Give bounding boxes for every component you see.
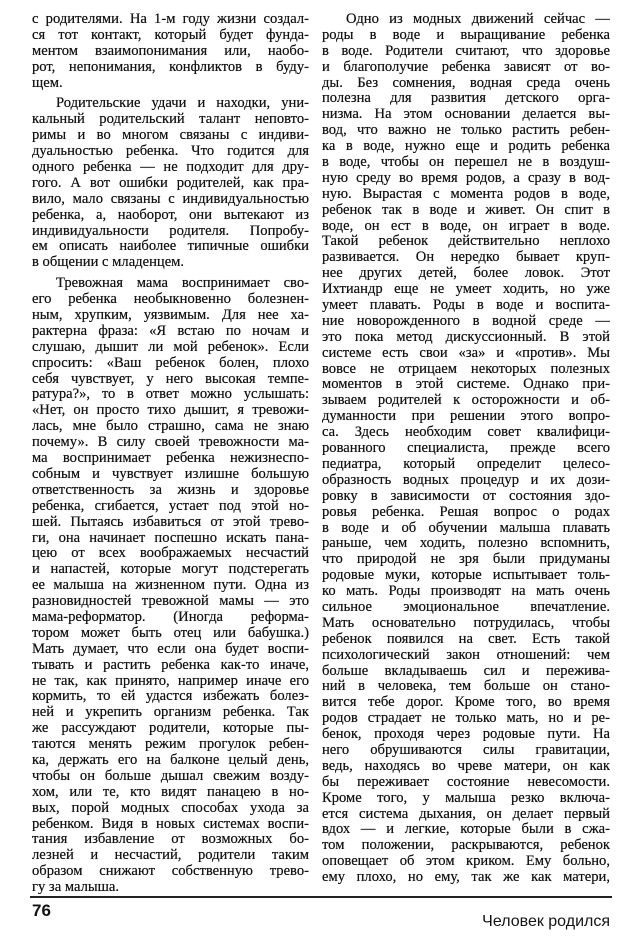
text-line: ную. Вырастая с момента родов в воде, bbox=[322, 186, 610, 202]
text-line: Одно из модных движений сейчас — bbox=[346, 12, 610, 27]
text-line: и благополучие ребенка зависят от во- bbox=[322, 59, 610, 75]
text-line: таются менять режим прогулок ребен- bbox=[32, 737, 309, 753]
text-line: вых, порой модных способах ухода за bbox=[32, 800, 309, 816]
text-line: ответственность за жизнь и здоровье bbox=[32, 482, 309, 498]
text-line: системе есть свои «за» и «против». Мы bbox=[322, 345, 610, 361]
text-line: Тревожная мама воспринимает сво- bbox=[56, 276, 309, 292]
text-line: кальный родительский талант неповто- bbox=[32, 112, 309, 128]
text-line: ка в воде, нужно еще и родить ребенка bbox=[322, 139, 610, 155]
text-line: хом, или те, кто видят панацею в но- bbox=[32, 784, 309, 800]
text-line: ся тот контакт, который будет фунда- bbox=[32, 27, 309, 43]
text-line: тания избавление от возможных бо- bbox=[32, 832, 309, 848]
text-line: «Нет, он просто тихо дышит, я тревожи- bbox=[32, 403, 309, 419]
text-line: Мать основательно потрудилась, чтобы bbox=[322, 615, 610, 631]
text-line: дуальностью ребенка. Что годится для bbox=[32, 144, 309, 160]
text-line: образность водных процедур и их дози- bbox=[322, 472, 610, 488]
text-line: вило, мало связаны с индивидуальностью bbox=[32, 191, 309, 207]
text-line: римы и во многом связаны с индиви- bbox=[32, 128, 309, 144]
text-line: ние новорожденного в водной среде — bbox=[322, 313, 610, 329]
text-line: ка, держать его на балконе целый день, bbox=[32, 752, 309, 768]
text-line: педиатра, который определит целесо- bbox=[322, 456, 610, 472]
text-line: бы переживает состояние невесомости. bbox=[322, 774, 610, 790]
text-line: ней и укрепить организм ребенка. Так bbox=[32, 705, 309, 721]
text-line: не так, как принято, например иначе его bbox=[32, 673, 309, 689]
text-line: ребенка, а, наоборот, они вытекают из bbox=[32, 207, 309, 223]
text-line: шей. Пытаясь избавиться от этой трево- bbox=[32, 514, 309, 530]
text-line: лась, мне было страшно, сама не знаю bbox=[32, 419, 309, 435]
right-column bbox=[322, 12, 610, 891]
text-line: него обрушиваются силы гравитации, bbox=[322, 742, 610, 758]
text-line: ребенком. Видя в новых системах воспи- bbox=[32, 816, 309, 832]
paragraph bbox=[322, 12, 610, 886]
text-line: Ихтиандр еще не умеет ходить, но уже bbox=[322, 282, 610, 298]
running-title: Человек родился bbox=[482, 913, 610, 930]
text-line: думанности при решении этого вопро- bbox=[322, 409, 610, 425]
text-line: его ребенка необыкновенно болезнен- bbox=[32, 292, 309, 308]
paragraph bbox=[32, 276, 309, 896]
text-line: почему». В силу своей тревожности ма- bbox=[32, 435, 309, 451]
text-line: ную среду во время родов, а сразу в вод- bbox=[322, 170, 610, 186]
text-line: кормить, то ей удастся избежать болез- bbox=[32, 689, 309, 705]
text-line: образом снижают собственную трево- bbox=[32, 864, 309, 880]
paragraph bbox=[32, 96, 309, 271]
text-line: рактерна фраза: «Я встаю по ночам и bbox=[32, 323, 309, 339]
text-line: рот, непонимания, конфликтов в буду- bbox=[32, 59, 309, 75]
text-line: ребенок так в воде и живет. Он спит в bbox=[322, 202, 610, 218]
text-line: ему плохо, но ему, так же как матери, bbox=[322, 870, 610, 886]
text-line: вится тебе дорог. Кроме того, во время bbox=[322, 695, 610, 711]
text-line: ды. Без сомнения, водная среда очень bbox=[322, 75, 610, 91]
footer-divider bbox=[30, 896, 612, 898]
text-line: вод, что важно не только растить ребен- bbox=[322, 123, 610, 139]
text-line: ги, она начинает поспешно искать пана- bbox=[32, 530, 309, 546]
text-line: ко мать. Роды производят на мать очень bbox=[322, 584, 610, 600]
text-line: умеет плавать. Роды в воде и воспита- bbox=[322, 298, 610, 314]
text-line: ребенок появился на свет. Есть такой bbox=[322, 631, 610, 647]
text-line: чтобы он больше дышал свежим возду- bbox=[32, 768, 309, 784]
text-line: же рассуждают родители, которые пы- bbox=[32, 721, 309, 737]
text-line: ется система дыхания, он делает первый bbox=[322, 806, 610, 822]
text-line: родовые муки, которые испытывает толь- bbox=[322, 568, 610, 584]
text-line: это пока метод дискуссионный. В этой bbox=[322, 329, 610, 345]
text-line: тывать и растить ребенка как-то иначе, bbox=[32, 657, 309, 673]
text-line: одного ребенка — не подходит для дру- bbox=[32, 160, 309, 176]
text-line: спросить: «Ваш ребенок болен, плохо bbox=[32, 355, 309, 371]
page-number: 76 bbox=[32, 901, 51, 920]
text-line: са. Здесь необходим совет квалифици- bbox=[322, 425, 610, 441]
text-line: вдох — и легкие, которые были в сжа- bbox=[322, 822, 610, 838]
text-line: ратура?», то в ответ можно услышать: bbox=[32, 387, 309, 403]
text-line: гу за малыша. bbox=[32, 880, 120, 896]
text-line: ментом взаимопонимания или, наобо- bbox=[32, 43, 309, 59]
text-line: вовсе не отрицаем некоторых полезных bbox=[322, 361, 610, 377]
text-line: Родительские удачи и находки, уни- bbox=[56, 96, 309, 112]
text-line: сильное эмоциональное впечатление. bbox=[322, 599, 610, 615]
text-line: в воде. Родители считают, что здоровье bbox=[322, 43, 610, 59]
text-line: мама-реформатор. (Иногда реформа- bbox=[32, 609, 309, 625]
text-line: родов страдает не только мать, но и ре- bbox=[322, 711, 610, 727]
text-line: зываем родителей к осторожности и об- bbox=[322, 393, 610, 409]
text-line: ребенка, сгибается, устает под этой но- bbox=[32, 498, 309, 514]
text-line: развивается. Он нередко бывает круп- bbox=[322, 250, 610, 266]
text-line: Кроме того, у малыша резко включа- bbox=[322, 790, 610, 806]
text-line: ем описать наиболее типичные ошибки bbox=[32, 239, 309, 255]
text-line: психологический закон отношений: чем bbox=[322, 647, 610, 663]
text-line: собным и чувствует излишне большую bbox=[32, 466, 309, 482]
text-line: гого. А вот ошибки родителей, как пра- bbox=[32, 175, 309, 191]
text-line: роды в воде и выращивание ребенка bbox=[322, 27, 610, 43]
text-line: себя чувствует, у него высокая темпе- bbox=[32, 371, 309, 387]
text-line: в воде и об обучении малыша плавать bbox=[322, 520, 610, 536]
text-line: индивидуальности родителя. Попробу- bbox=[32, 223, 309, 239]
text-line: в общении с младенцем. bbox=[32, 255, 185, 271]
text-line: что природой не зря были придуманы bbox=[322, 552, 610, 568]
text-line: ее малыша на жизненном пути. Одна из bbox=[32, 578, 309, 594]
text-line: полезна для развития детского орга- bbox=[322, 91, 610, 107]
text-line: моментов в этой системе. Однако при- bbox=[322, 377, 610, 393]
text-line: раньше, чем ходить, полезно вспомнить, bbox=[322, 536, 610, 552]
text-line: и напастей, которые могут подстерегать bbox=[32, 562, 309, 578]
text-line: в воде, чтобы он перешел не в воздуш- bbox=[322, 155, 610, 171]
text-line: нее других детей, более ловок. Этот bbox=[322, 266, 610, 282]
text-line: лезней и несчастий, родители таким bbox=[32, 848, 309, 864]
text-line: больше вкладываешь сил и пережива- bbox=[322, 663, 610, 679]
text-line: ведь, находясь во чреве матери, он как bbox=[322, 758, 610, 774]
text-line: слушаю, дышит ли мой ребенок». Если bbox=[32, 339, 309, 355]
text-line: ма воспринимает ребенка нежизнеспо- bbox=[32, 451, 309, 467]
text-line: ровья ребенка. Решая вопрос о родах bbox=[322, 504, 610, 520]
text-line: цею от всех воображаемых несчастий bbox=[32, 546, 309, 562]
text-line: том положении, раскрываются, ребенок bbox=[322, 838, 610, 854]
text-line: воде, он ест в воде, он играет в воде. bbox=[322, 218, 610, 234]
text-line: ровку в зависимости от состояния здо- bbox=[322, 488, 610, 504]
text-line: тором может быть отец или бабушка.) bbox=[32, 625, 309, 641]
left-column bbox=[32, 12, 309, 901]
text-line: Мать думает, что если она будет воспи- bbox=[32, 641, 309, 657]
text-line: оповещает об этом криком. Ему больно, bbox=[322, 854, 610, 870]
text-line: низма. На этом основании делается вы- bbox=[322, 107, 610, 123]
text-line: бенок, проходя через родовые пути. На bbox=[322, 727, 610, 743]
text-line: ным, хрупким, уязвимым. Для нее ха- bbox=[32, 308, 309, 324]
text-line: Такой ребенок действительно неплохо bbox=[322, 234, 610, 250]
text-line: щем. bbox=[32, 75, 63, 91]
text-line: ний в человека, тем больше он стано- bbox=[322, 679, 610, 695]
text-line: рованного специалиста, прежде всего bbox=[322, 441, 610, 457]
text-line: разновидностей тревожной мамы — это bbox=[32, 594, 309, 610]
paragraph bbox=[32, 12, 309, 91]
text-line: с родителями. На 1-м году жизни создал- bbox=[32, 12, 309, 27]
